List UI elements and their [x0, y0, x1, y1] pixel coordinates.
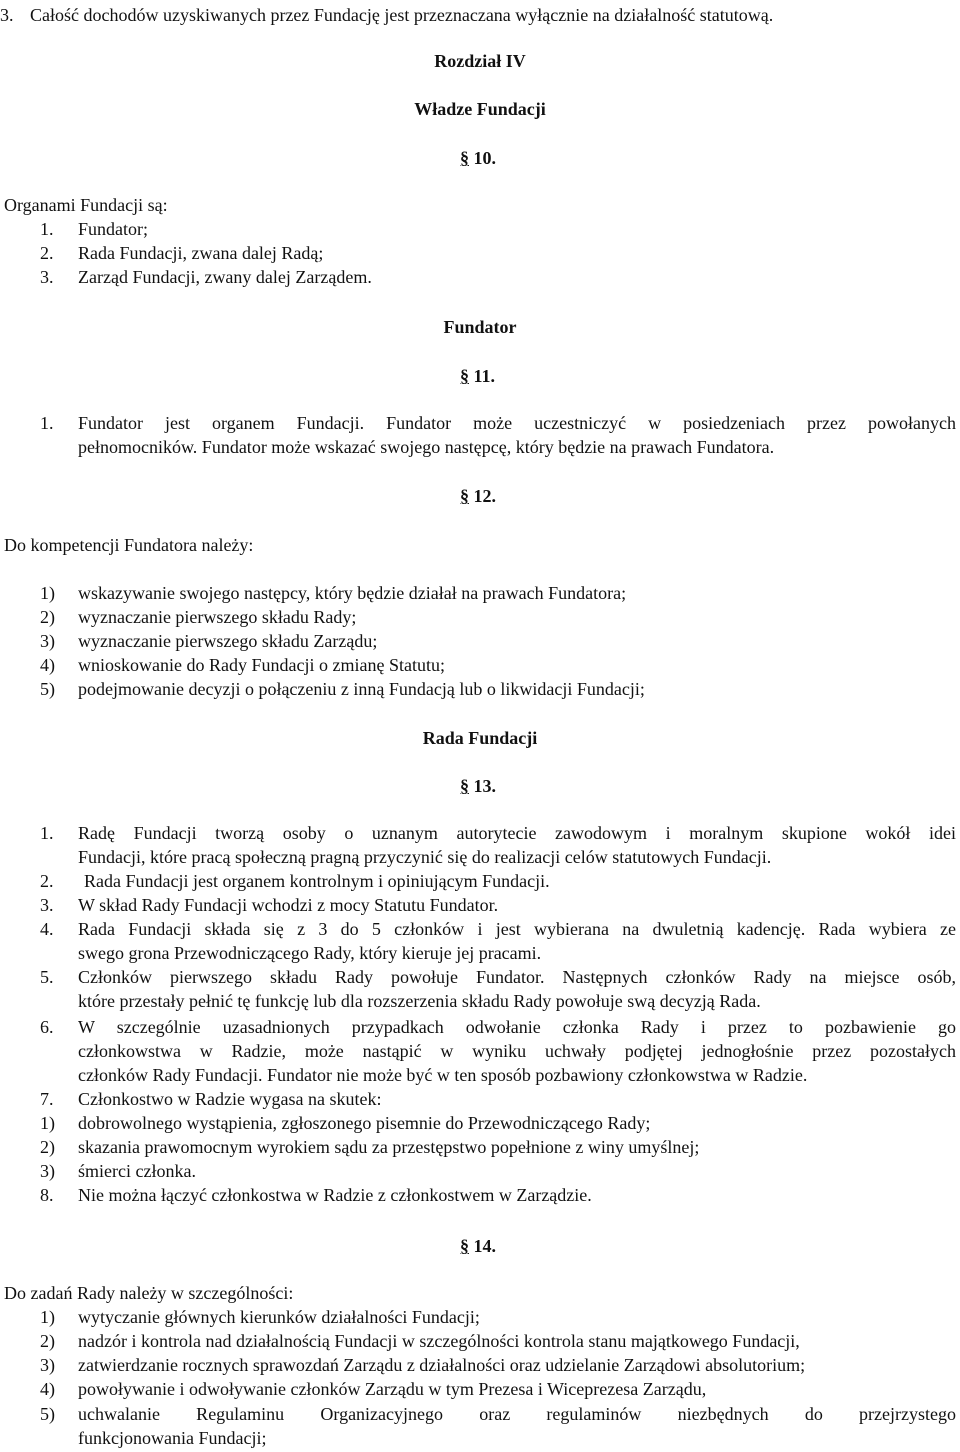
list-number: 4): [40, 1379, 55, 1399]
list-number: 3): [40, 1355, 55, 1375]
paragraph-text: Rada Fundacji jest organem kontrolnym i opiniującym Fundacji.: [84, 871, 550, 891]
paragraph-text: Członków pierwszego składu Rady powołuje Fundator. Następnych członków Rady na miejsce osób,: [78, 967, 956, 987]
list-item: wytyczanie głównych kierunków działalności Fundacji;: [78, 1307, 480, 1327]
list-number: 3.: [40, 895, 54, 915]
list-number: 2): [40, 1137, 55, 1157]
list-item: śmierci członka.: [78, 1161, 196, 1181]
paragraph-text: Rada Fundacji składa się z 3 do 5 członków i jest wybierana na dwuletnią kadencję. Rada wybiera ze: [78, 919, 956, 939]
chapter-title: Rozdział IV: [434, 51, 526, 71]
paragraph-text: W skład Rady Fundacji wchodzi z mocy Statutu Fundator.: [78, 895, 499, 915]
list-number: 3.: [0, 5, 14, 25]
section-intro: Do zadań Rady należy w szczególności:: [4, 1283, 294, 1303]
list-item: wnioskowanie do Rady Fundacji o zmianę Statutu;: [78, 655, 445, 675]
list-item: skazania prawomocnym wyrokiem sądu za przestępstwo popełnione z winy umyślnej;: [78, 1137, 700, 1157]
list-number: 1.: [40, 413, 54, 433]
list-number: 1.: [40, 219, 54, 239]
list-number: 5.: [40, 967, 54, 987]
list-item: podejmowanie decyzji o połączeniu z inną Fundacją lub o likwidacji Fundacji;: [78, 679, 645, 699]
paragraph-text: Całość dochodów uzyskiwanych przez Fundację jest przeznaczana wyłącznie na działalność statutową.: [30, 5, 774, 25]
section-14-heading: [460, 1234, 496, 1258]
paragraph-symbol: §: [460, 1236, 469, 1256]
list-item-continuation: funkcjonowania Fundacji;: [78, 1428, 267, 1448]
section-intro: Do kompetencji Fundatora należy:: [4, 535, 254, 555]
section-12-heading: [460, 484, 496, 508]
list-item: uchwalanie Regulaminu Organizacyjnego oraz regulaminów niezbędnych do przejrzystego: [78, 1404, 956, 1424]
section-number: 14.: [473, 1236, 496, 1256]
list-item: wyznaczanie pierwszego składu Rady;: [78, 607, 357, 627]
section-number: 11.: [473, 366, 496, 386]
list-number: 2): [40, 1331, 55, 1351]
paragraph-symbol: §: [460, 776, 469, 796]
section-number: 13.: [473, 776, 496, 796]
paragraph-text: Nie można łączyć członkostwa w Radzie z członkostwem w Zarządzie.: [78, 1185, 592, 1205]
list-item: zatwierdzanie rocznych sprawozdań Zarządu z działalności oraz udzielanie Zarządowi absolutorium;: [78, 1355, 806, 1375]
list-number: 8.: [40, 1185, 54, 1205]
list-number: 3.: [40, 267, 54, 287]
list-number: 5): [40, 679, 55, 699]
paragraph-text: które przestały pełnić tę funkcję lub dla rozszerzenia składu Rady powołuje swą decyzją Rada.: [78, 991, 761, 1011]
list-number: 2.: [40, 243, 54, 263]
paragraph-text: Radę Fundacji tworzą osoby o uznanym autorytecie zawodowym i moralnym skupione wokół idei: [78, 823, 956, 843]
paragraph-text: W szczególnie uzasadnionych przypadkach odwołanie członka Rady i przez to pozbawienie go: [78, 1017, 956, 1037]
paragraph-symbol: §: [460, 148, 469, 168]
paragraph-symbol: §: [460, 486, 469, 506]
paragraph-text: Fundator jest organem Fundacji. Fundator może uczestniczyć w posiedzeniach przez powołanych: [78, 413, 956, 433]
list-number: 2): [40, 607, 55, 627]
list-item: dobrowolnego wystąpienia, zgłoszonego pisemnie do Przewodniczącego Rady;: [78, 1113, 651, 1133]
list-item: nadzór i kontrola nad działalnością Fundacji w szczególności kontrola stanu majątkowego Fundacji,: [78, 1331, 800, 1351]
list-item: Fundator;: [78, 219, 148, 239]
section-intro: Organami Fundacji są:: [4, 195, 168, 215]
chapter-subtitle: Władze Fundacji: [414, 99, 546, 119]
list-number: 4.: [40, 919, 54, 939]
section-13-heading: [460, 774, 496, 798]
paragraph-text: członków Rady Fundacji. Fundator nie może być w ten sposób pozbawiony członkowstwa w Radzie.: [78, 1065, 808, 1085]
fundator-heading: Fundator: [443, 317, 517, 337]
list-number: 1): [40, 1307, 55, 1327]
list-number: 6.: [40, 1017, 54, 1037]
paragraph-text: członkowstwa w Radzie, może nastąpić w wyniku uchwały podjętej jednogłośnie przez pozostałych: [78, 1041, 956, 1061]
list-number: 1): [40, 1113, 55, 1133]
list-number: 3): [40, 1161, 55, 1181]
rada-heading: Rada Fundacji: [422, 728, 538, 748]
list-item: Rada Fundacji, zwana dalej Radą;: [78, 243, 324, 263]
list-number: 1): [40, 583, 55, 603]
list-item: wyznaczanie pierwszego składu Zarządu;: [78, 631, 378, 651]
section-10-heading: [460, 146, 496, 170]
section-11-heading: [460, 364, 495, 388]
section-number: 10.: [473, 148, 496, 168]
list-number: 1.: [40, 823, 54, 843]
paragraph-text: pełnomocników. Fundator może wskazać swojego następcę, który będzie na prawach Fundatora.: [78, 437, 775, 457]
list-number: 3): [40, 631, 55, 651]
list-number: 5): [40, 1404, 55, 1424]
paragraph-text: Fundacji, które pracą społeczną pragną przyczynić się do realizacji celów statutowych Fundacji.: [78, 847, 772, 867]
section-number: 12.: [473, 486, 496, 506]
paragraph-symbol: §: [460, 366, 469, 386]
list-number: 2.: [40, 871, 54, 891]
paragraph-text: Członkostwo w Radzie wygasa na skutek:: [78, 1089, 382, 1109]
list-number: 7.: [40, 1089, 54, 1109]
list-item: wskazywanie swojego następcy, który będzie działał na prawach Fundatora;: [78, 583, 627, 603]
list-item: Zarząd Fundacji, zwany dalej Zarządem.: [78, 267, 372, 287]
list-number: 4): [40, 655, 55, 675]
list-item: powoływanie i odwoływanie członków Zarządu w tym Prezesa i Wiceprezesa Zarządu,: [78, 1379, 707, 1399]
paragraph-text: swego grona Przewodniczącego Rady, który kieruje jej pracami.: [78, 943, 542, 963]
